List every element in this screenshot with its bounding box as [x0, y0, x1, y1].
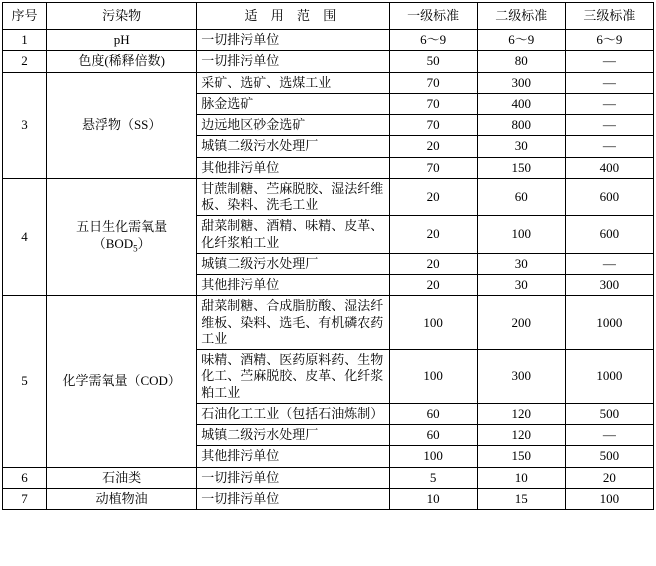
level-2-value: 30 [477, 136, 565, 157]
scope-cell: 其他排污单位 [197, 275, 389, 296]
level-2-value: 150 [477, 446, 565, 467]
level-3-value: — [565, 136, 653, 157]
level-3-value: 600 [565, 216, 653, 254]
level-2-value: 400 [477, 93, 565, 114]
table-body [3, 30, 654, 510]
level-2-value: 10 [477, 467, 565, 488]
row-index: 2 [3, 51, 47, 72]
header-scope: 适 用 范 围 [197, 3, 389, 30]
level-2-value: 60 [477, 178, 565, 216]
level-3-value: — [565, 425, 653, 446]
level-2-value: 150 [477, 157, 565, 178]
level-1-value: 5 [389, 467, 477, 488]
level-2-value: 300 [477, 72, 565, 93]
table-row [3, 51, 654, 72]
row-index: 5 [3, 296, 47, 467]
level-3-value: 1000 [565, 296, 653, 350]
scope-cell: 其他排污单位 [197, 157, 389, 178]
level-2-value: 300 [477, 350, 565, 404]
scope-cell: 石油化工工业（包括石油炼制） [197, 403, 389, 424]
level-1-value: 20 [389, 216, 477, 254]
header-level-2: 二级标准 [477, 3, 565, 30]
table-row [3, 467, 654, 488]
level-3-value: 500 [565, 446, 653, 467]
level-3-value: 1000 [565, 350, 653, 404]
row-index: 6 [3, 467, 47, 488]
level-3-value: — [565, 93, 653, 114]
level-1-value: 70 [389, 157, 477, 178]
level-2-value: 30 [477, 275, 565, 296]
scope-cell: 其他排污单位 [197, 446, 389, 467]
level-1-value: 100 [389, 446, 477, 467]
scope-cell: 甜菜制糖、酒精、味精、皮革、化纤浆粕工业 [197, 216, 389, 254]
level-3-value: 6～9 [565, 30, 653, 51]
level-3-value: — [565, 72, 653, 93]
level-3-value: 400 [565, 157, 653, 178]
scope-cell: 城镇二级污水处理厂 [197, 136, 389, 157]
pollutant-standards-table [2, 2, 654, 510]
level-3-value: 600 [565, 178, 653, 216]
pollutant-name: 动植物油 [47, 488, 197, 509]
row-index: 1 [3, 30, 47, 51]
row-index: 4 [3, 178, 47, 296]
level-2-value: 120 [477, 425, 565, 446]
level-1-value: 70 [389, 93, 477, 114]
level-3-value: — [565, 51, 653, 72]
level-3-value: 300 [565, 275, 653, 296]
scope-cell: 一切排污单位 [197, 467, 389, 488]
scope-cell: 脉金选矿 [197, 93, 389, 114]
level-1-value: 20 [389, 136, 477, 157]
scope-cell: 城镇二级污水处理厂 [197, 425, 389, 446]
scope-cell: 味精、酒精、医药原料药、生物化工、苎麻脱胶、皮革、化纤浆粕工业 [197, 350, 389, 404]
table-row [3, 488, 654, 509]
level-3-value: — [565, 115, 653, 136]
table-row [3, 296, 654, 350]
scope-cell: 一切排污单位 [197, 488, 389, 509]
level-2-value: 6～9 [477, 30, 565, 51]
level-2-value: 15 [477, 488, 565, 509]
level-3-value: 100 [565, 488, 653, 509]
level-3-value: 500 [565, 403, 653, 424]
table-row [3, 178, 654, 216]
pollutant-name: 五日生化需氧量$(BOD_5)$ [47, 178, 197, 296]
header-level-3: 三级标准 [565, 3, 653, 30]
table-header-row [3, 3, 654, 30]
level-1-value: 6～9 [389, 30, 477, 51]
pollutant-name: 石油类 [47, 467, 197, 488]
level-1-value: 20 [389, 178, 477, 216]
scope-cell: 甜菜制糖、合成脂肪酸、湿法纤维板、染料、选毛、有机磷农药工业 [197, 296, 389, 350]
scope-cell: 甘蔗制糖、苎麻脱胶、湿法纤维板、染料、洗毛工业 [197, 178, 389, 216]
level-1-value: 20 [389, 275, 477, 296]
level-2-value: 200 [477, 296, 565, 350]
level-1-value: 50 [389, 51, 477, 72]
scope-cell: 采矿、选矿、选煤工业 [197, 72, 389, 93]
pollutant-name: 悬浮物（SS） [47, 72, 197, 178]
level-1-value: 100 [389, 350, 477, 404]
scope-cell: 一切排污单位 [197, 51, 389, 72]
level-2-value: 80 [477, 51, 565, 72]
table-row [3, 30, 654, 51]
level-2-value: 30 [477, 253, 565, 274]
level-2-value: 800 [477, 115, 565, 136]
pollutant-name: pH [47, 30, 197, 51]
row-index: 7 [3, 488, 47, 509]
level-3-value: — [565, 253, 653, 274]
level-1-value: 10 [389, 488, 477, 509]
level-1-value: 20 [389, 253, 477, 274]
level-1-value: 60 [389, 403, 477, 424]
level-1-value: 100 [389, 296, 477, 350]
level-1-value: 70 [389, 115, 477, 136]
pollutant-name: 色度(稀释倍数) [47, 51, 197, 72]
level-2-value: 120 [477, 403, 565, 424]
scope-cell: 城镇二级污水处理厂 [197, 253, 389, 274]
pollutant-name: 化学需氧量（COD） [47, 296, 197, 467]
level-1-value: 70 [389, 72, 477, 93]
row-index: 3 [3, 72, 47, 178]
level-3-value: 20 [565, 467, 653, 488]
header-pollutant: 污染物 [47, 3, 197, 30]
header-level-1: 一级标准 [389, 3, 477, 30]
scope-cell: 边远地区砂金选矿 [197, 115, 389, 136]
scope-cell: 一切排污单位 [197, 30, 389, 51]
level-1-value: 60 [389, 425, 477, 446]
header-index: 序号 [3, 3, 47, 30]
table-row [3, 72, 654, 93]
level-2-value: 100 [477, 216, 565, 254]
